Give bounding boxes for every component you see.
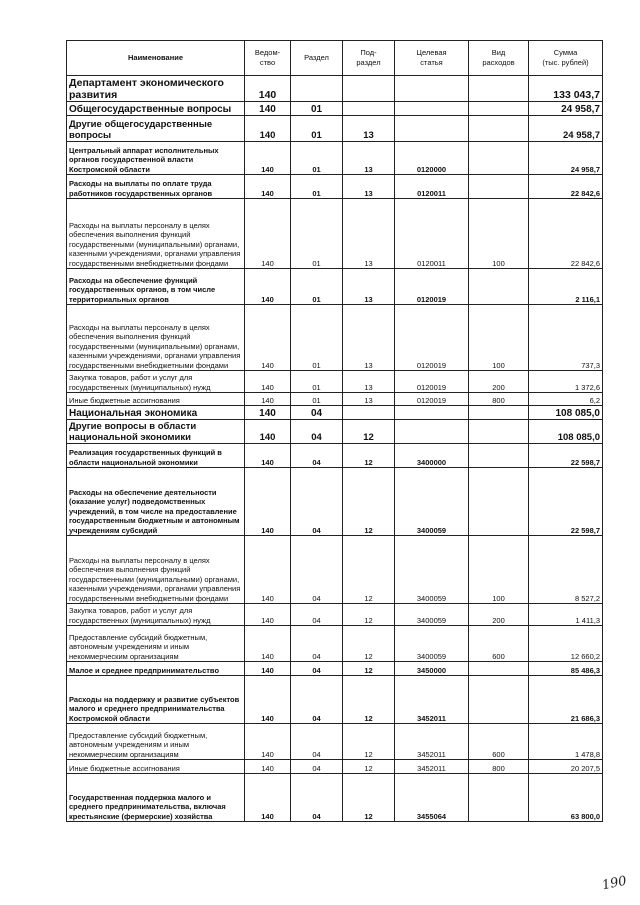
row-subsection: 13 bbox=[343, 393, 395, 406]
row-section: 01 bbox=[291, 142, 343, 175]
page-number: 190 bbox=[600, 873, 629, 894]
row-sum: 85 486,3 bbox=[529, 662, 603, 676]
row-section: 01 bbox=[291, 116, 343, 142]
row-target: 0120011 bbox=[395, 199, 469, 269]
table-row bbox=[67, 536, 603, 604]
row-exptype: 100 bbox=[469, 536, 529, 604]
header-name: Наименование bbox=[67, 41, 245, 76]
row-dept: 140 bbox=[245, 626, 291, 662]
table-row bbox=[67, 420, 603, 444]
row-sum: 20 207,5 bbox=[529, 760, 603, 774]
row-name: Иные бюджетные ассигнования bbox=[67, 393, 245, 406]
row-subsection: 13 bbox=[343, 199, 395, 269]
row-exptype bbox=[469, 102, 529, 116]
row-target: 0120000 bbox=[395, 142, 469, 175]
row-dept: 140 bbox=[245, 760, 291, 774]
row-target: 0120019 bbox=[395, 371, 469, 393]
row-sum: 22 598,7 bbox=[529, 444, 603, 468]
row-section: 01 bbox=[291, 102, 343, 116]
row-sum: 22 842,6 bbox=[529, 199, 603, 269]
row-section: 04 bbox=[291, 676, 343, 724]
row-target: 3400059 bbox=[395, 604, 469, 626]
table-row bbox=[67, 406, 603, 420]
header-exptype: Вид расходов bbox=[469, 41, 529, 76]
row-dept: 140 bbox=[245, 420, 291, 444]
header-target: Целевая статья bbox=[395, 41, 469, 76]
row-target: 3400059 bbox=[395, 536, 469, 604]
row-dept: 140 bbox=[245, 536, 291, 604]
row-exptype bbox=[469, 676, 529, 724]
row-name: Расходы на обеспечение деятельности (оказание услуг) подведомственных учреждений, в том числе на предоставление государственным бюджетным и автономным учреждениям субсидий bbox=[67, 468, 245, 536]
row-section: 04 bbox=[291, 420, 343, 444]
table-row bbox=[67, 116, 603, 142]
row-sum: 24 958,7 bbox=[529, 142, 603, 175]
row-exptype bbox=[469, 269, 529, 305]
table-row bbox=[67, 199, 603, 269]
row-subsection: 12 bbox=[343, 662, 395, 676]
row-subsection: 13 bbox=[343, 116, 395, 142]
row-target: 3452011 bbox=[395, 676, 469, 724]
row-subsection: 13 bbox=[343, 371, 395, 393]
row-subsection: 12 bbox=[343, 774, 395, 822]
row-target: 0120019 bbox=[395, 269, 469, 305]
row-dept: 140 bbox=[245, 116, 291, 142]
row-sum: 2 116,1 bbox=[529, 269, 603, 305]
row-sum: 133 043,7 bbox=[529, 76, 603, 102]
row-subsection: 13 bbox=[343, 142, 395, 175]
row-sum: 1 478,8 bbox=[529, 724, 603, 760]
row-target: 0120019 bbox=[395, 305, 469, 371]
row-sum: 24 958,7 bbox=[529, 116, 603, 142]
row-sum: 24 958,7 bbox=[529, 102, 603, 116]
row-section: 04 bbox=[291, 774, 343, 822]
row-dept: 140 bbox=[245, 444, 291, 468]
row-target: 3450000 bbox=[395, 662, 469, 676]
row-name: Государственная поддержка малого и среднего предпринимательства, включая крестьянские (фермерские) хозяйства bbox=[67, 774, 245, 822]
header-subsection: Под- раздел bbox=[343, 41, 395, 76]
row-sum: 1 372,6 bbox=[529, 371, 603, 393]
table-row bbox=[67, 142, 603, 175]
row-target bbox=[395, 76, 469, 102]
row-exptype: 800 bbox=[469, 760, 529, 774]
row-dept: 140 bbox=[245, 102, 291, 116]
row-exptype bbox=[469, 444, 529, 468]
row-section: 01 bbox=[291, 175, 343, 199]
row-exptype: 200 bbox=[469, 371, 529, 393]
row-subsection: 12 bbox=[343, 444, 395, 468]
row-sum: 1 411,3 bbox=[529, 604, 603, 626]
row-dept: 140 bbox=[245, 393, 291, 406]
row-dept: 140 bbox=[245, 676, 291, 724]
row-name: Другие вопросы в области национальной экономики bbox=[67, 420, 245, 444]
table-row bbox=[67, 102, 603, 116]
row-subsection: 12 bbox=[343, 760, 395, 774]
row-subsection: 13 bbox=[343, 269, 395, 305]
row-name: Закупка товаров, работ и услуг для государственных (муниципальных) нужд bbox=[67, 604, 245, 626]
header-dept: Ведом- ство bbox=[245, 41, 291, 76]
row-name: Расходы на выплаты персоналу в целях обеспечения выполнения функций государственными (муниципальными) органами, казенными учреждениями, органами управления государственными внебюджетными фондами bbox=[67, 199, 245, 269]
row-sum: 21 686,3 bbox=[529, 676, 603, 724]
table-header-row bbox=[67, 41, 603, 76]
row-sum: 8 527,2 bbox=[529, 536, 603, 604]
row-name: Реализация государственных функций в области национальной экономики bbox=[67, 444, 245, 468]
row-subsection: 13 bbox=[343, 305, 395, 371]
table-row bbox=[67, 269, 603, 305]
table-row bbox=[67, 468, 603, 536]
row-target bbox=[395, 406, 469, 420]
table-row bbox=[67, 175, 603, 199]
row-exptype: 100 bbox=[469, 305, 529, 371]
row-subsection: 12 bbox=[343, 468, 395, 536]
row-section: 01 bbox=[291, 393, 343, 406]
row-dept: 140 bbox=[245, 269, 291, 305]
table-row bbox=[67, 760, 603, 774]
row-dept: 140 bbox=[245, 662, 291, 676]
row-dept: 140 bbox=[245, 371, 291, 393]
row-dept: 140 bbox=[245, 175, 291, 199]
row-subsection bbox=[343, 406, 395, 420]
row-sum: 63 800,0 bbox=[529, 774, 603, 822]
row-dept: 140 bbox=[245, 724, 291, 760]
row-section: 04 bbox=[291, 604, 343, 626]
row-target: 3452011 bbox=[395, 760, 469, 774]
row-section: 04 bbox=[291, 468, 343, 536]
row-section: 01 bbox=[291, 371, 343, 393]
row-section: 01 bbox=[291, 305, 343, 371]
row-exptype: 800 bbox=[469, 393, 529, 406]
row-section: 04 bbox=[291, 760, 343, 774]
row-sum: 108 085,0 bbox=[529, 406, 603, 420]
row-exptype: 100 bbox=[469, 199, 529, 269]
row-subsection: 12 bbox=[343, 604, 395, 626]
row-target: 0120011 bbox=[395, 175, 469, 199]
table-row bbox=[67, 626, 603, 662]
row-exptype bbox=[469, 420, 529, 444]
row-exptype bbox=[469, 774, 529, 822]
row-target: 3400000 bbox=[395, 444, 469, 468]
row-exptype bbox=[469, 116, 529, 142]
row-section: 04 bbox=[291, 536, 343, 604]
row-name: Иные бюджетные ассигнования bbox=[67, 760, 245, 774]
row-target: 3455064 bbox=[395, 774, 469, 822]
row-dept: 140 bbox=[245, 774, 291, 822]
row-exptype bbox=[469, 76, 529, 102]
row-name: Национальная экономика bbox=[67, 406, 245, 420]
row-target bbox=[395, 116, 469, 142]
row-sum: 22 598,7 bbox=[529, 468, 603, 536]
row-dept: 140 bbox=[245, 199, 291, 269]
table-row bbox=[67, 774, 603, 822]
row-dept: 140 bbox=[245, 305, 291, 371]
row-target: 3400059 bbox=[395, 626, 469, 662]
row-subsection: 12 bbox=[343, 626, 395, 662]
row-target: 3452011 bbox=[395, 724, 469, 760]
row-name: Расходы на выплаты персоналу в целях обеспечения выполнения функций государственными (муниципальными) органами, казенными учреждениями, органами управления государственными внебюджетными фондами bbox=[67, 536, 245, 604]
row-name: Расходы на выплаты персоналу в целях обеспечения выполнения функций государственными (муниципальными) органами, казенными учреждениями, органами управления государственными внебюджетными фондами bbox=[67, 305, 245, 371]
header-section: Раздел bbox=[291, 41, 343, 76]
budget-table bbox=[66, 40, 603, 822]
header-sum: Сумма (тыс. рублей) bbox=[529, 41, 603, 76]
row-sum: 737,3 bbox=[529, 305, 603, 371]
row-subsection: 12 bbox=[343, 536, 395, 604]
row-name: Закупка товаров, работ и услуг для государственных (муниципальных) нужд bbox=[67, 371, 245, 393]
table-row bbox=[67, 76, 603, 102]
table-row bbox=[67, 662, 603, 676]
row-dept: 140 bbox=[245, 142, 291, 175]
row-section bbox=[291, 76, 343, 102]
row-sum: 22 842,6 bbox=[529, 175, 603, 199]
row-subsection bbox=[343, 76, 395, 102]
row-sum: 6,2 bbox=[529, 393, 603, 406]
table-row bbox=[67, 676, 603, 724]
row-exptype bbox=[469, 468, 529, 536]
row-target bbox=[395, 420, 469, 444]
table-row bbox=[67, 393, 603, 406]
row-subsection bbox=[343, 102, 395, 116]
row-dept: 140 bbox=[245, 76, 291, 102]
row-section: 01 bbox=[291, 269, 343, 305]
row-name: Предоставление субсидий бюджетным, автономным учреждениям и иным некоммерческим организациям bbox=[67, 724, 245, 760]
row-sum: 12 660,2 bbox=[529, 626, 603, 662]
row-name: Другие общегосударственные вопросы bbox=[67, 116, 245, 142]
row-name: Центральный аппарат исполнительных органов государственной власти Костромской области bbox=[67, 142, 245, 175]
row-section: 01 bbox=[291, 199, 343, 269]
row-section: 04 bbox=[291, 724, 343, 760]
table-row bbox=[67, 444, 603, 468]
row-name: Расходы на поддержку и развитие субъектов малого и среднего предпринимательства Костромской области bbox=[67, 676, 245, 724]
row-name: Малое и среднее предпринимательство bbox=[67, 662, 245, 676]
row-subsection: 12 bbox=[343, 676, 395, 724]
row-dept: 140 bbox=[245, 604, 291, 626]
row-name: Расходы на выплаты по оплате труда работников государственных органов bbox=[67, 175, 245, 199]
row-exptype bbox=[469, 406, 529, 420]
row-dept: 140 bbox=[245, 468, 291, 536]
row-section: 04 bbox=[291, 626, 343, 662]
row-target bbox=[395, 102, 469, 116]
row-exptype bbox=[469, 662, 529, 676]
row-name: Расходы на обеспечение функций государственных органов, в том числе территориальных органов bbox=[67, 269, 245, 305]
table-row bbox=[67, 371, 603, 393]
row-name: Общегосударственные вопросы bbox=[67, 102, 245, 116]
row-subsection: 12 bbox=[343, 724, 395, 760]
row-subsection: 13 bbox=[343, 175, 395, 199]
row-name: Департамент экономического развития bbox=[67, 76, 245, 102]
row-exptype bbox=[469, 142, 529, 175]
row-exptype: 600 bbox=[469, 626, 529, 662]
table-row bbox=[67, 604, 603, 626]
row-name: Предоставление субсидий бюджетным, автономным учреждениям и иным некоммерческим организациям bbox=[67, 626, 245, 662]
row-subsection: 12 bbox=[343, 420, 395, 444]
row-section: 04 bbox=[291, 406, 343, 420]
table-row bbox=[67, 305, 603, 371]
row-exptype bbox=[469, 175, 529, 199]
row-exptype: 200 bbox=[469, 604, 529, 626]
table-row bbox=[67, 724, 603, 760]
row-dept: 140 bbox=[245, 406, 291, 420]
row-target: 3400059 bbox=[395, 468, 469, 536]
row-target: 0120019 bbox=[395, 393, 469, 406]
row-section: 04 bbox=[291, 662, 343, 676]
row-exptype: 600 bbox=[469, 724, 529, 760]
row-section: 04 bbox=[291, 444, 343, 468]
row-sum: 108 085,0 bbox=[529, 420, 603, 444]
